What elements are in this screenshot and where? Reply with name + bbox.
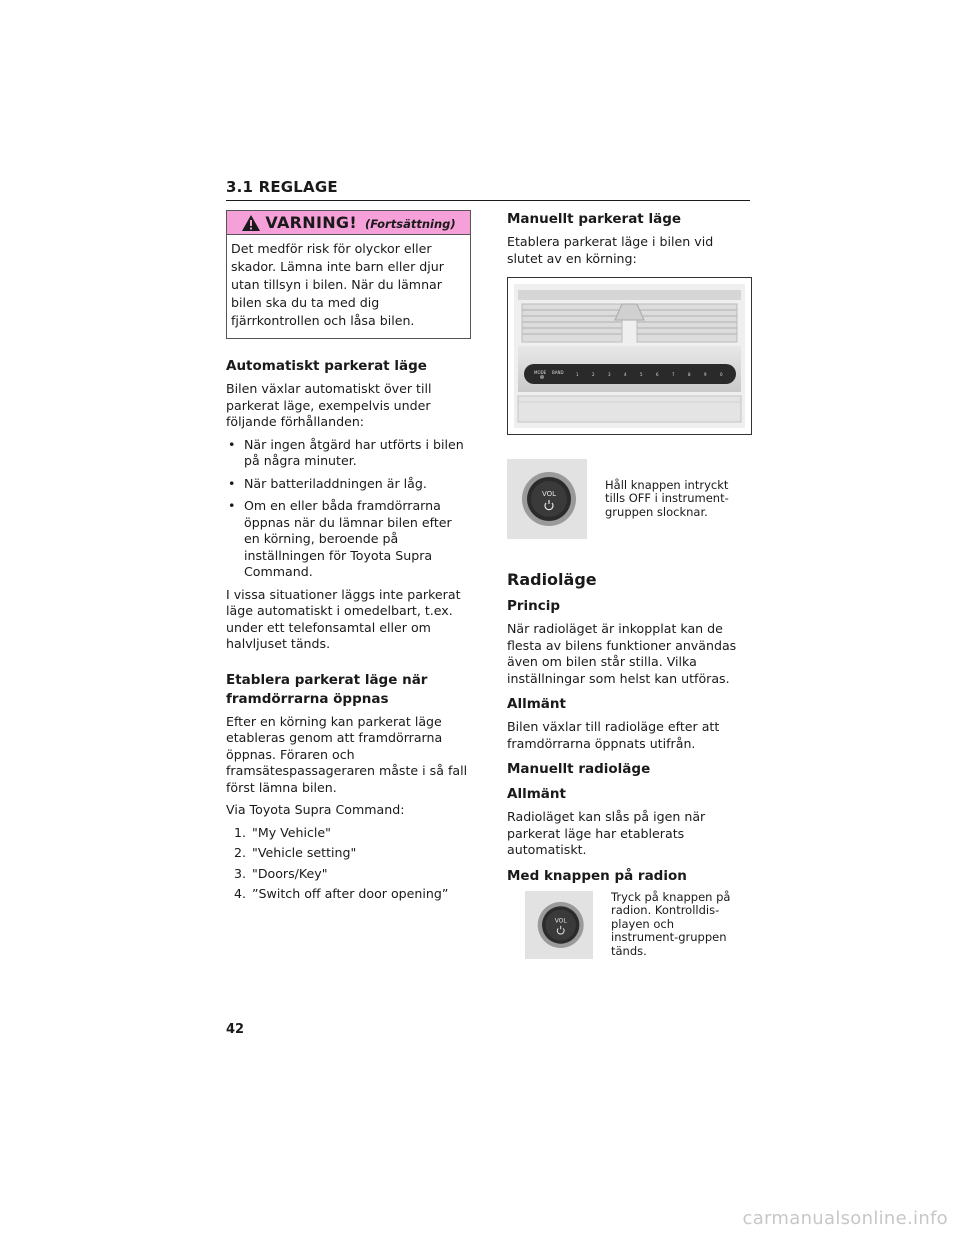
vol-knob-figure-1 — [507, 459, 752, 539]
preset-button[interactable]: 8 — [688, 372, 691, 377]
command-steps — [226, 825, 471, 903]
air-vent-left — [522, 304, 622, 342]
step-item — [234, 825, 471, 842]
radio-panel-illustration — [514, 284, 745, 428]
princip-heading: Princip — [507, 598, 561, 614]
vol-knob-figure-2 — [507, 891, 752, 959]
manual-radio-heading: Manuellt radioläge — [507, 761, 651, 777]
preset-button[interactable]: 7 — [672, 372, 675, 377]
left-column — [226, 210, 471, 907]
preset-button[interactable]: 0 — [720, 372, 723, 377]
preset-button[interactable]: 9 — [704, 372, 707, 377]
warning-subtitle: (Fortsättning) — [364, 217, 456, 231]
auto-park-intro: Bilen växlar automatiskt över till parkerat läge, exempelvis under följande förhållanden: — [226, 381, 432, 429]
power-knob-icon — [540, 375, 544, 379]
warning-body: Det medför risk för olyckor eller skador. Lämna inte barn eller djur utan tillsyn i bilen. När du lämnar bilen ska du ta med dig fjärrkontrollen och låsa bilen. — [231, 241, 444, 328]
allmant2-heading: Allmänt — [507, 786, 566, 802]
preset-button[interactable]: 4 — [624, 372, 627, 377]
warning-title: VARNING! — [265, 213, 357, 232]
section-divider — [226, 200, 750, 201]
page-number: 42 — [226, 1022, 245, 1037]
preset-button[interactable]: 5 — [640, 372, 643, 377]
dashboard-figure — [507, 277, 752, 435]
step-item — [234, 845, 471, 862]
step-number: 3. — [234, 865, 247, 881]
allmant-text: Bilen växlar till radioläge efter att framdörrarna öppnats utifrån. — [507, 719, 720, 751]
allmant2-text: Radioläget kan slås på igen när parkerat läge har etablerats automatiskt. — [507, 809, 706, 857]
step-text: "My Vehicle" — [252, 824, 331, 840]
via-text: Via Toyota Supra Command: — [226, 802, 405, 817]
preset-button[interactable]: 2 — [592, 372, 595, 377]
step-item — [234, 866, 471, 883]
preset-button[interactable]: 3 — [608, 372, 611, 377]
figure-caption-2: Tryck på knappen på radion. Kontrolldis-playen och instrument-gruppen tänds. — [611, 889, 731, 958]
right-column — [507, 210, 752, 959]
princip-text: När radioläget är inkopplat kan de flesta av bilens funktioner användas även om bilen står stilla. Vilka inställningar som helst kan utföras. — [507, 621, 737, 686]
step-number: 2. — [234, 845, 247, 860]
warning-triangle-icon — [241, 214, 261, 232]
knob-heading: Med knappen på radion — [507, 867, 687, 884]
step-item — [234, 886, 471, 903]
svg-text:VOL: VOL — [554, 916, 567, 924]
section-title: 3.1 REGLAGE — [226, 178, 338, 196]
manual-park-text: Etablera parkerat läge i bilen vid slutet av en körning: — [507, 234, 714, 266]
preset-button[interactable]: 6 — [656, 372, 659, 377]
radio-mode-heading: Radioläge — [507, 570, 597, 589]
list-item: • Om en eller båda framdörrarna öppnas när du lämnar bilen efter en körning, beroende på inställningen för Toyota Supra Command. — [226, 498, 471, 581]
step-text: "Vehicle setting" — [252, 845, 357, 860]
auto-park-heading: Automatiskt parkerat läge — [226, 358, 427, 374]
allmant-heading: Allmänt — [507, 696, 566, 712]
list-item: • När batteriladdningen är låg. — [226, 476, 471, 493]
air-vent-right — [637, 304, 737, 342]
band-button[interactable]: BAND — [552, 370, 564, 375]
warning-header — [227, 211, 470, 235]
step-text: ”Switch off after door opening” — [252, 886, 449, 901]
auto-park-note: I vissa situationer läggs inte parkerat läge automatiskt i omedelbart, t.ex. under ett telefonsamtal eller om halvljuset tänds. — [226, 586, 461, 651]
mode-button[interactable]: MODE — [534, 370, 547, 375]
doors-heading: Etablera parkerat läge när framdörrarna öppnas — [226, 671, 428, 707]
figure-caption-1: Håll knappen intryckt tills OFF i instrument-gruppen slocknar. — [605, 477, 729, 519]
watermark: carmanualsonline.info — [742, 1208, 948, 1229]
preset-button[interactable]: 1 — [576, 372, 579, 377]
step-number: 4. — [234, 886, 247, 901]
list-item: • När ingen åtgärd har utförts i bilen på några minuter. — [226, 437, 471, 470]
vol-knob-icon — [525, 891, 593, 959]
vol-knob-icon — [507, 459, 587, 539]
auto-park-conditions — [226, 437, 471, 581]
doors-text: Efter en körning kan parkerat läge etableras genom att framdörrarna öppnas. Föraren och framsätespassageraren måste i så fall först lämna bilen. — [226, 713, 468, 795]
manual-park-heading: Manuellt parkerat läge — [507, 211, 682, 227]
step-text: "Doors/Key" — [252, 865, 328, 881]
warning-box — [226, 210, 471, 339]
section-header — [226, 178, 750, 201]
step-number: 1. — [234, 824, 247, 840]
svg-text:VOL: VOL — [541, 490, 557, 498]
